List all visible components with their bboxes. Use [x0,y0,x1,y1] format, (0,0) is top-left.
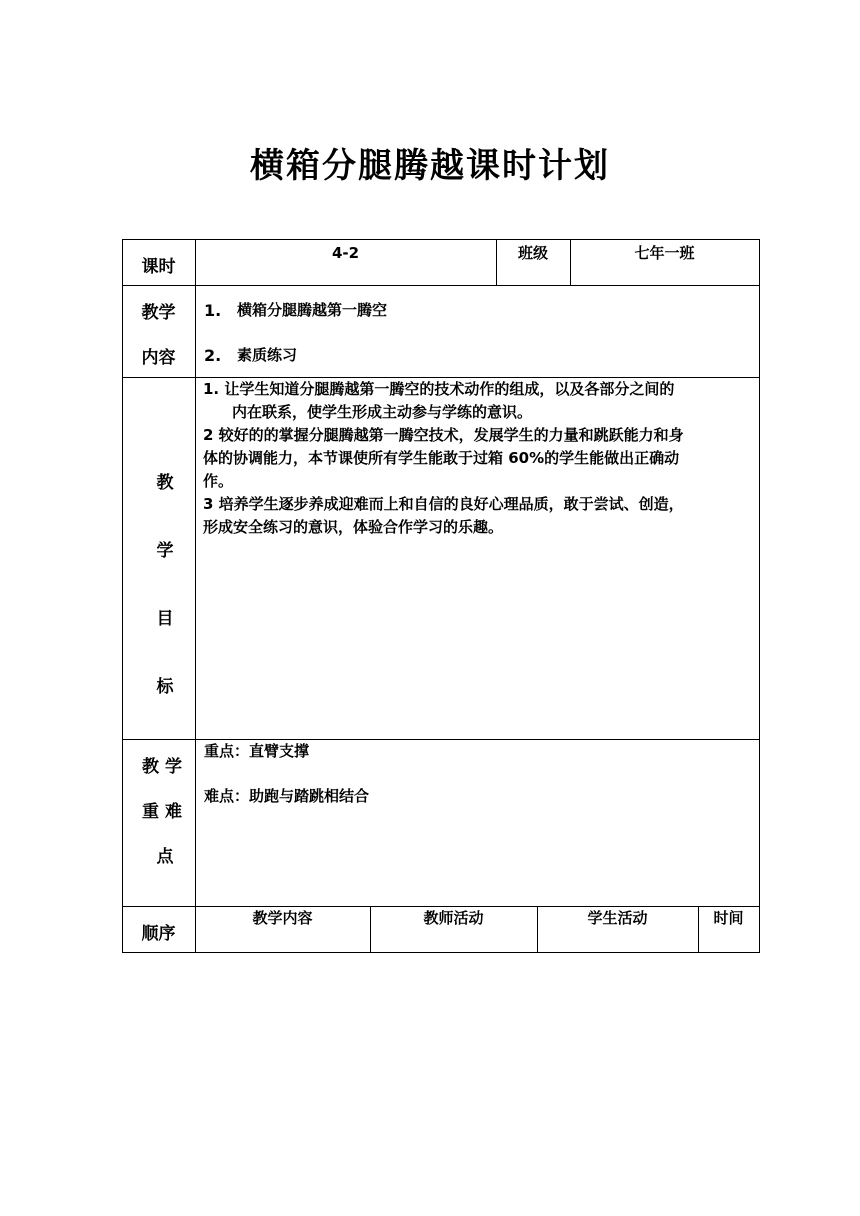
content-item-text: 素质练习 [237,346,298,364]
content-item-number: 1. [204,301,222,320]
content-item-text: 横箱分腿腾越第一腾空 [237,301,388,319]
difficulty-label-line2: 重难 [142,802,188,822]
objective-line: 1. 让学生知道分腿腾越第一腾空的技术动作的组成，以及各部分之间的 [203,380,675,398]
order-label: 顺序 [141,924,176,944]
table-border-right [759,239,760,953]
objective-line: 2 较好的的掌握分腿腾越第一腾空技术，发展学生的力量和跳跃能力和身 [203,426,684,444]
column-header-time: 时间 [713,909,744,927]
column-header-teaching-content: 教学内容 [252,909,313,927]
page-title: 横箱分腿腾越课时计划 [250,146,610,186]
objective-line: 3 培养学生逐步养成迎难而上和自信的良好心理品质，敢于尝试、创造， [203,495,684,513]
period-label: 课时 [141,257,176,277]
difficult-point: 难点：助跑与踏跳相结合 [204,787,370,805]
difficulty-label-line3: 点 [156,847,174,867]
class-value: 七年一班 [634,244,695,262]
table-border-top [122,239,760,240]
objective-line: 体的协调能力，本节课使所有学生能敢于过箱 60%的学生能做出正确动 [203,449,680,467]
content-label-line2: 内容 [141,348,176,368]
table-row-divider [122,285,760,286]
key-point: 重点：直臂支撑 [204,742,310,760]
period-value: 4-2 [331,244,360,262]
objective-line: 内在联系，使学生形成主动参与学练的意识。 [232,403,533,421]
objective-line: 作。 [203,472,234,490]
objectives-label-char: 标 [156,677,174,697]
objectives-label-char: 教 [156,473,174,493]
content-item-number: 2. [204,346,222,365]
class-label: 班级 [517,244,548,262]
column-header-teacher-activity: 教师活动 [423,909,484,927]
objectives-label-char: 目 [156,609,174,629]
column-header-student-activity: 学生活动 [587,909,648,927]
objective-line: 形成安全练习的意识，体验合作学习的乐趣。 [203,518,504,536]
difficulty-label-line1: 教学 [142,757,188,777]
objectives-label-char: 学 [156,541,174,561]
table-border-bottom [122,952,760,953]
content-label-line1: 教学 [141,303,176,323]
